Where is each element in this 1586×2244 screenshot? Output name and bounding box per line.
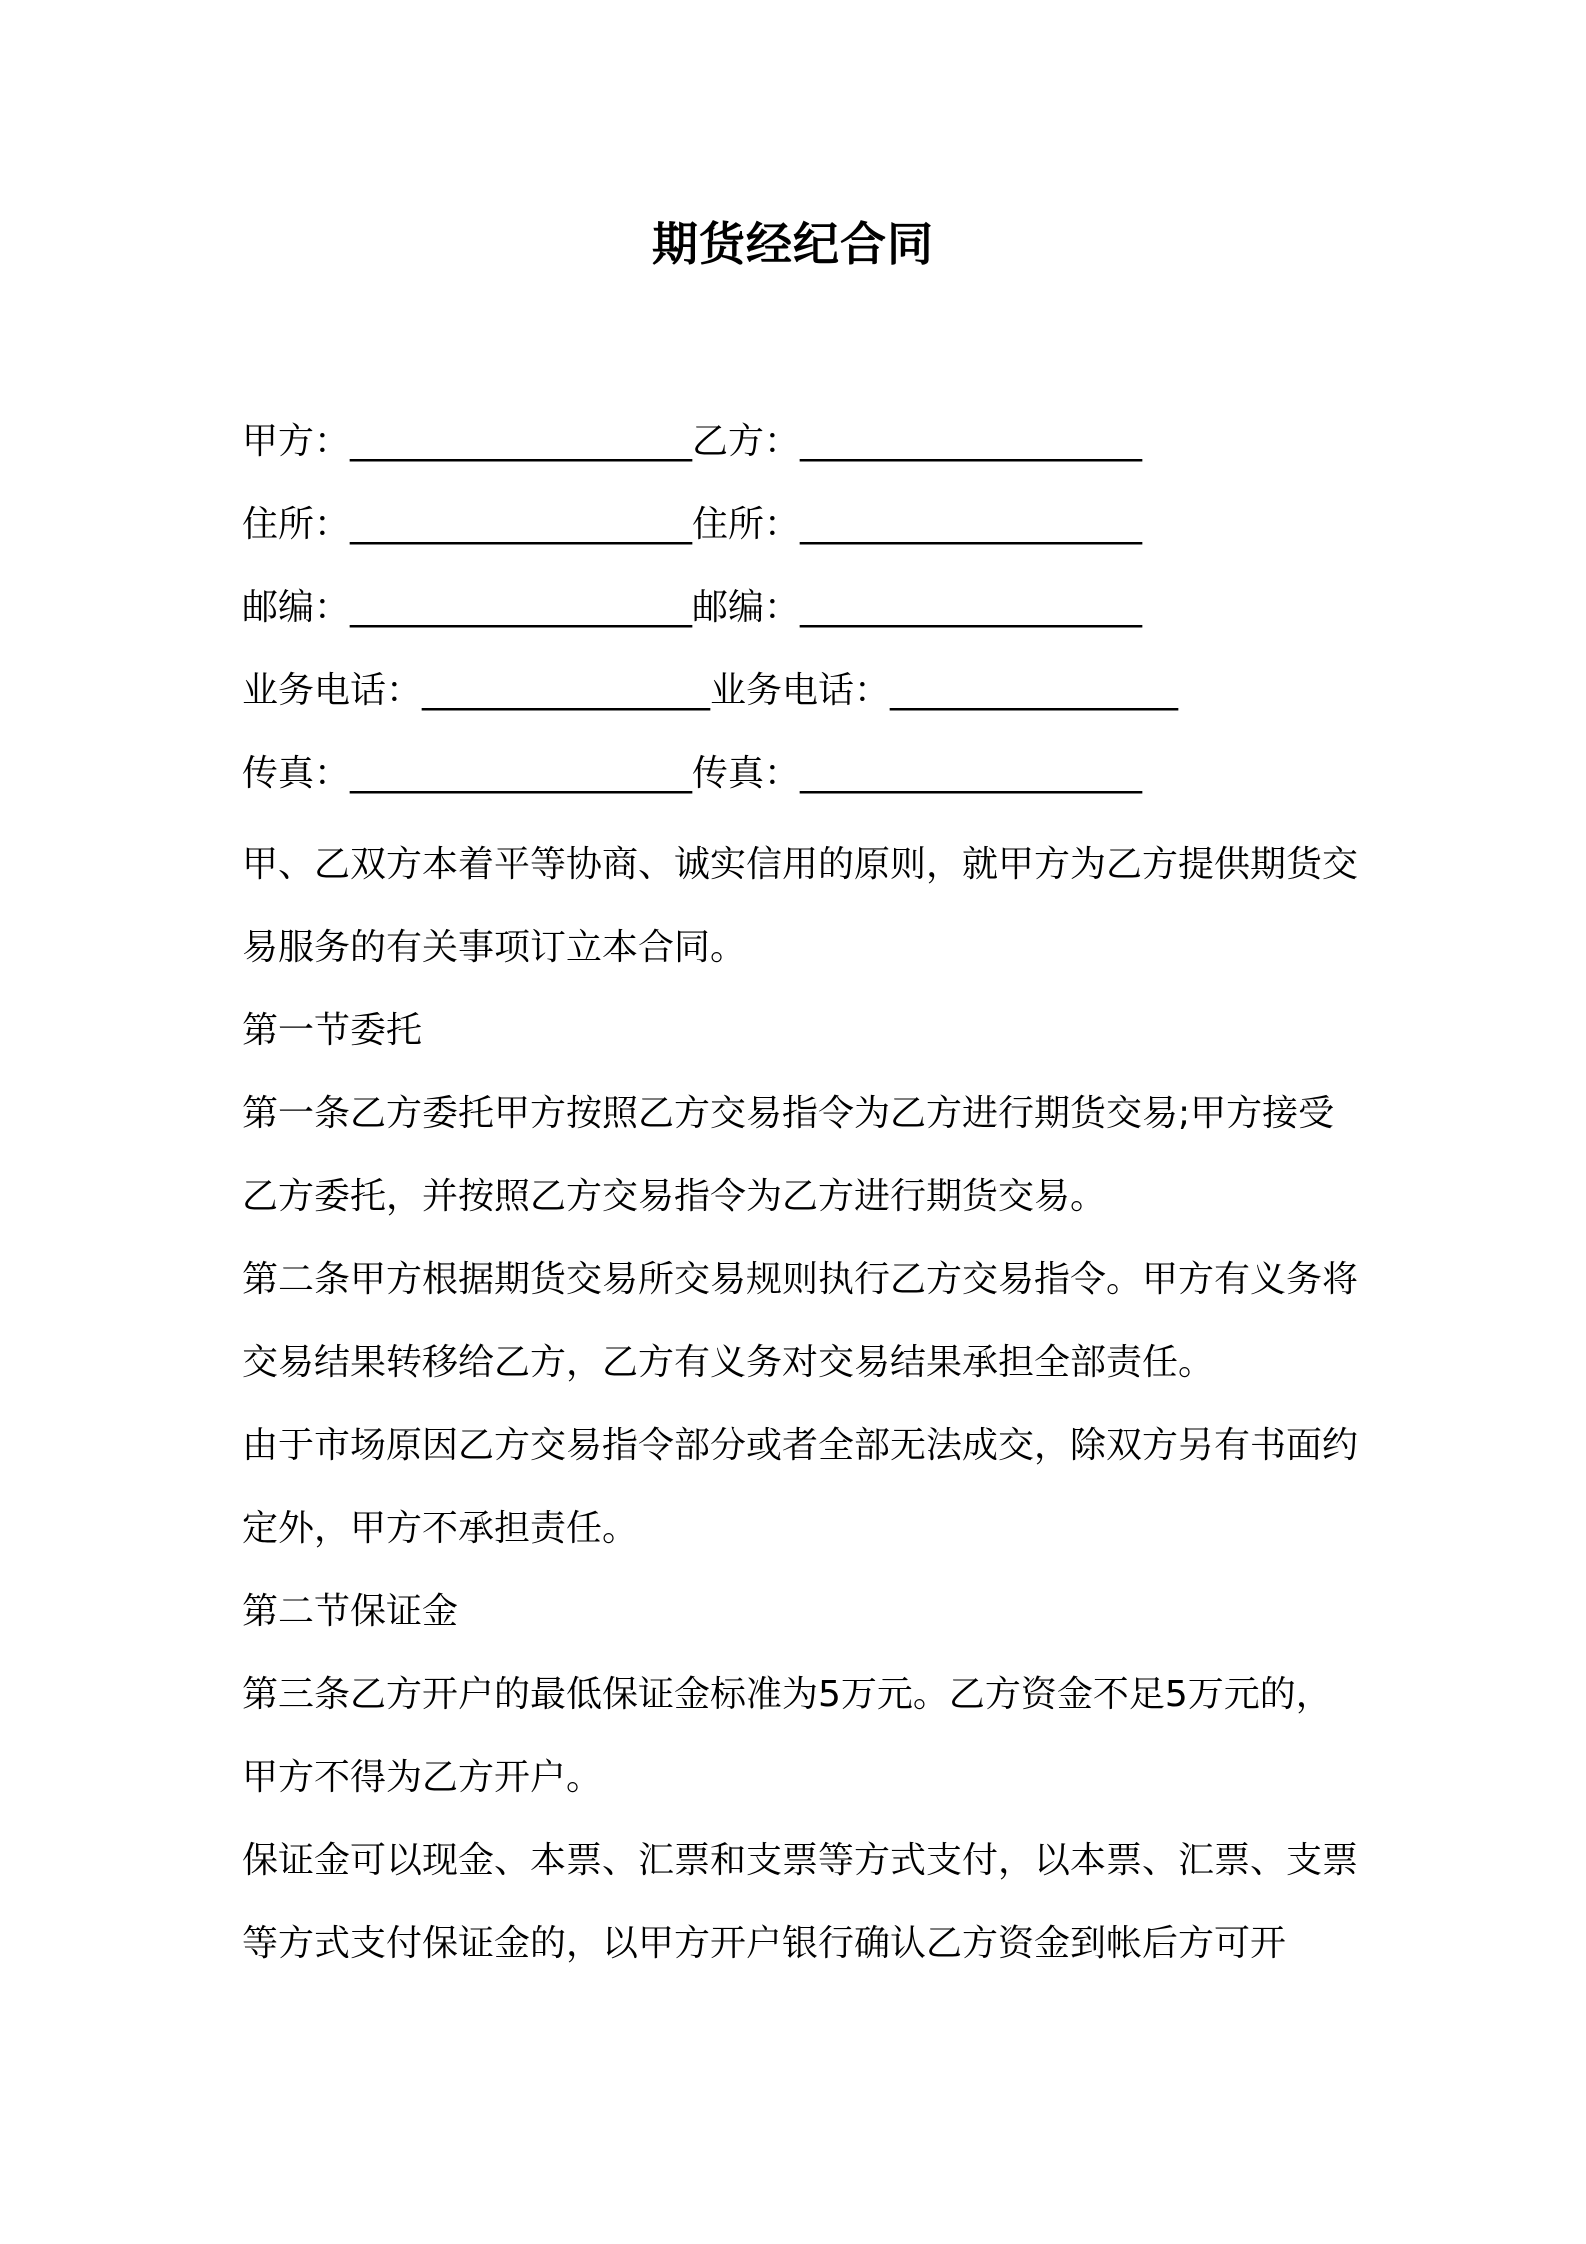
party-b-name: 乙方：___________________	[692, 421, 1143, 462]
article-3: 第三条乙方开户的最低保证金标准为5万元。乙方资金不足5万元的，甲方不得为乙方开户。	[242, 1674, 1332, 1798]
section-heading-margin: 第二节保证金	[242, 1591, 459, 1632]
party-row-postcode	[242, 580, 1372, 663]
document-title: 期货经纪合同	[652, 217, 934, 271]
party-row-address	[242, 497, 1372, 580]
intro-paragraph: 甲、乙双方本着平等协商、诚实信用的原则，就甲方为乙方提供期货交易服务的有关事项订立本合同。	[242, 844, 1359, 968]
article-2: 第二条甲方根据期货交易所交易规则执行乙方交易指令。甲方有义务将交易结果转移给乙方，乙方有义务对交易结果承担全部责任。	[242, 1259, 1359, 1383]
party-a-name: 甲方：___________________	[242, 421, 693, 462]
party-row-fax	[242, 746, 1372, 829]
party-row-phone	[242, 663, 1372, 746]
article-1: 第一条乙方委托甲方按照乙方交易指令为乙方进行期货交易;甲方接受乙方委托，并按照乙方交易指令为乙方进行期货交易。	[242, 1093, 1335, 1217]
party-b-postcode: 邮编：___________________	[692, 587, 1143, 628]
party-a-address: 住所：___________________	[242, 504, 693, 545]
party-b-fax: 传真：___________________	[692, 753, 1143, 794]
contract-body	[242, 823, 1362, 1985]
section-heading-entrustment: 第一节委托	[242, 1010, 423, 1051]
party-a-fax: 传真：___________________	[242, 753, 693, 794]
party-a-phone: 业务电话：________________	[242, 670, 711, 711]
party-a-postcode: 邮编：___________________	[242, 587, 693, 628]
party-b-phone: 业务电话：________________	[710, 670, 1179, 711]
party-info-table	[242, 414, 1372, 829]
party-row-name	[242, 414, 1372, 497]
article-2-note: 由于市场原因乙方交易指令部分或者全部无法成交，除双方另有书面约定外，甲方不承担责任。	[242, 1425, 1359, 1549]
article-3-note: 保证金可以现金、本票、汇票和支票等方式支付，以本票、汇票、支票等方式支付保证金的，以甲方开户银行确认乙方资金到帐后方可开	[242, 1840, 1359, 1964]
party-b-address: 住所：___________________	[692, 504, 1143, 545]
